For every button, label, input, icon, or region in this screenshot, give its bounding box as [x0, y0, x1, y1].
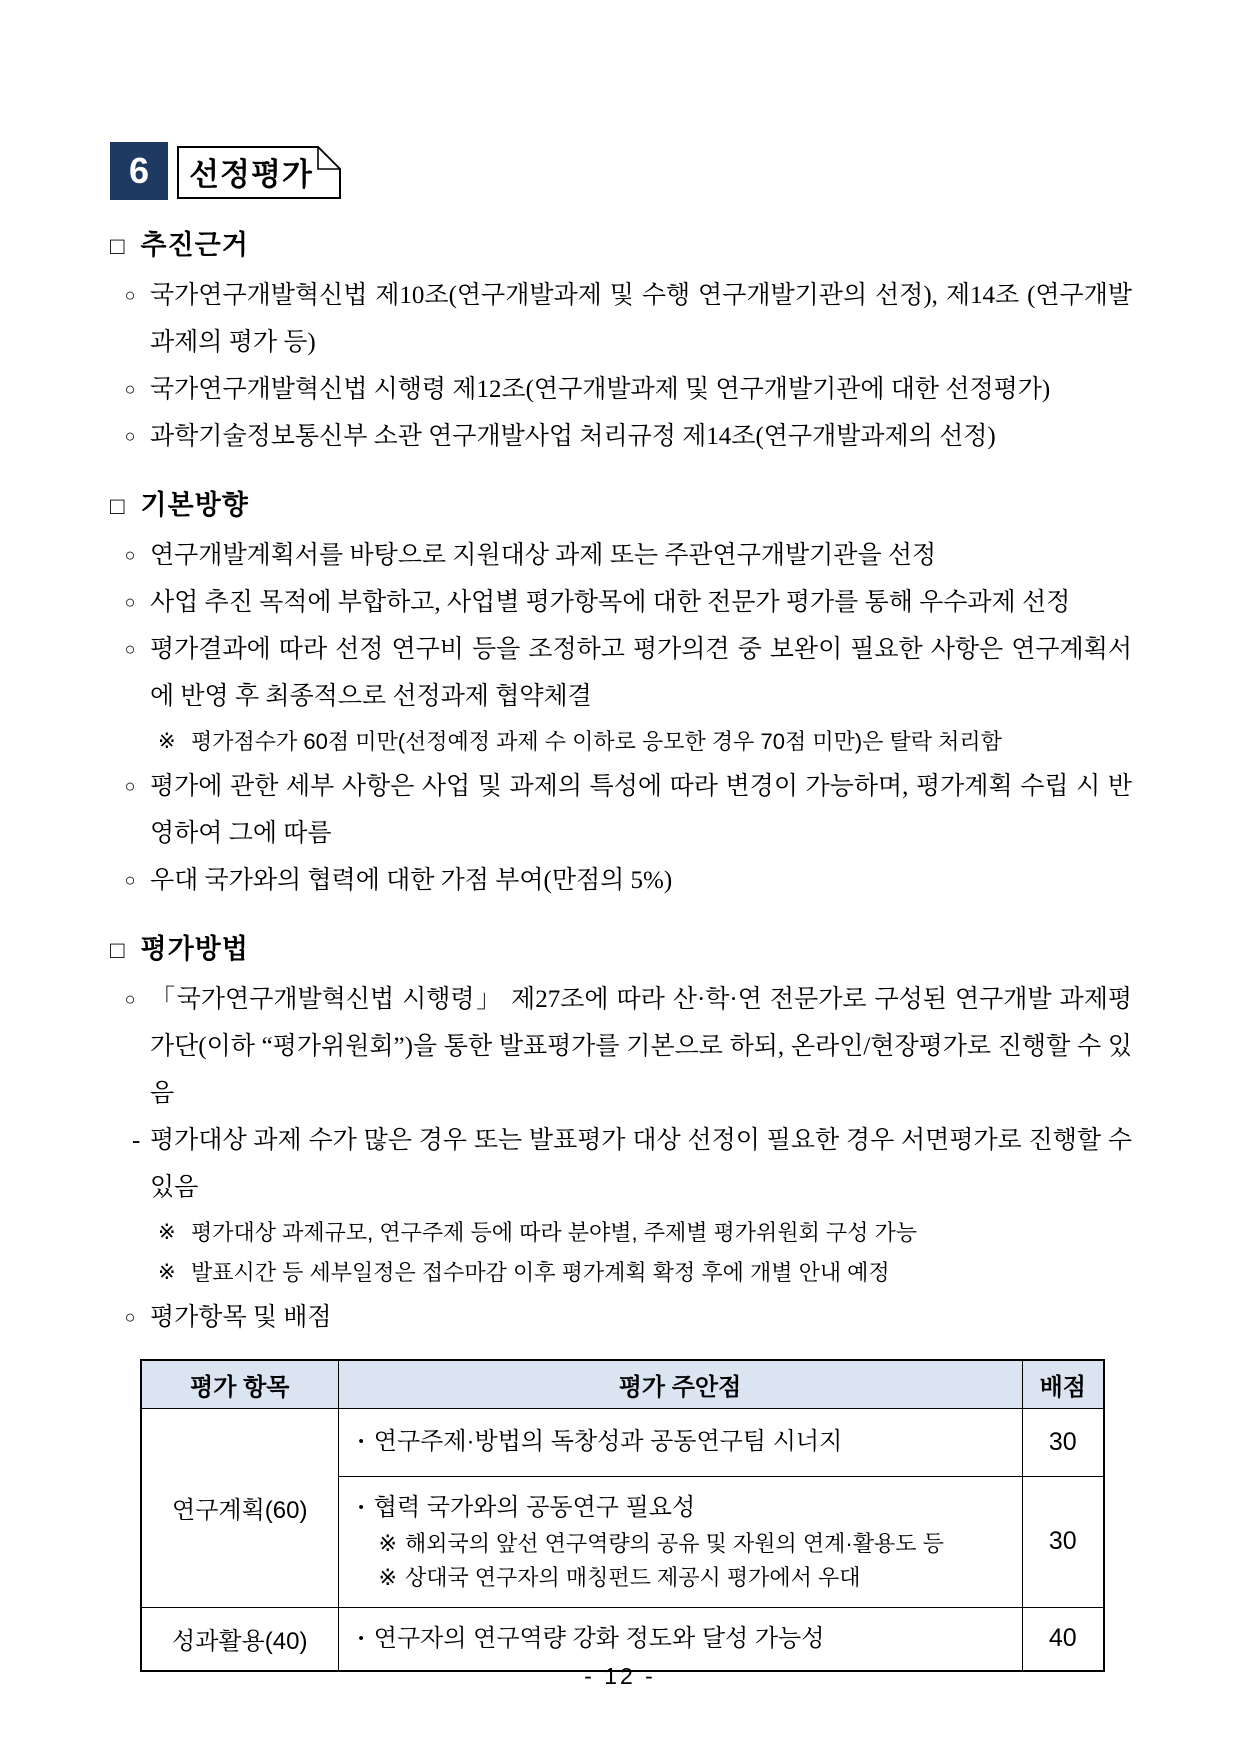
list-item — [110, 976, 1132, 1117]
list-item-text: 평가결과에 따라 선정 연구비 등을 조정하고 평가의견 중 보완이 필요한 사항은 연구계획서에 반영 후 최종적으로 선정과제 협약체결 — [150, 636, 1132, 710]
reference-mark-icon: ※ — [378, 1564, 397, 1590]
circle-bullet-marker: ○ — [124, 989, 136, 1009]
focus-line — [351, 1620, 1010, 1658]
table-cell-focus — [338, 1476, 1022, 1607]
table-header-item: 평가 항목 — [141, 1360, 338, 1408]
page-number: - 12 - — [584, 1663, 656, 1689]
focus-note-text: 해외국의 앞선 연구역량의 공유 및 자원의 연계·활용도 등 — [404, 1530, 944, 1556]
chapter-header — [110, 142, 1132, 200]
table-cell-score: 30 — [1022, 1476, 1104, 1607]
reference-mark-icon: ※ — [158, 1221, 176, 1244]
focus-line — [351, 1423, 1010, 1461]
list-item-text: 국가연구개발혁신법 제10조(연구개발과제 및 수행 연구개발기관의 선정), 제14조 (연구개발과제의 평가 등) — [150, 282, 1132, 356]
list-item-text: 국가연구개발혁신법 시행령 제12조(연구개발과제 및 연구개발기관에 대한 선정평가) — [150, 376, 1051, 403]
section-heading-text: 추진근거 — [140, 230, 249, 260]
list-item — [110, 1294, 1132, 1341]
table-row — [141, 1607, 1104, 1671]
focus-line — [351, 1489, 1010, 1527]
list-item-text: 평가에 관한 세부 사항은 사업 및 과제의 특성에 따라 변경이 가능하며, 평가계획 수립 시 반영하여 그에 따름 — [150, 773, 1132, 847]
focus-note — [351, 1527, 1010, 1561]
section-basis — [110, 220, 1132, 460]
table-header-score: 배점 — [1022, 1360, 1104, 1408]
reference-mark-icon: ※ — [158, 1261, 176, 1284]
table-cell-item: 성과활용(40) — [141, 1607, 338, 1671]
note-text: 평가점수가 60점 미만(선정예정 과제 수 이하로 응모한 경우 70점 미만)은 탈락 처리함 — [191, 729, 1002, 754]
list-item — [110, 857, 1132, 904]
table-header-focus: 평가 주안점 — [338, 1360, 1022, 1408]
list-item-text: 「국가연구개발혁신법 시행령」 제27조에 따라 산·학·연 전문가로 구성된 연구개발 과제평가단(이하 “평가위원회”)을 통한 발표평가를 기본으로 하되, 온라인/현장평가로 진행할 수 있음 — [150, 986, 1132, 1107]
square-marker: □ — [110, 233, 126, 260]
table-cell-score: 40 — [1022, 1607, 1104, 1671]
list-item-text: 평가항목 및 배점 — [150, 1304, 332, 1331]
table-row — [141, 1408, 1104, 1476]
note-item — [110, 1214, 1132, 1251]
note-item — [110, 723, 1132, 760]
chapter-number-badge: 6 — [110, 142, 168, 200]
dot-bullet-marker: • — [358, 1498, 364, 1516]
table-cell-item: 연구계획(60) — [141, 1408, 338, 1607]
dot-bullet-marker: • — [358, 1433, 364, 1450]
square-marker: □ — [110, 493, 126, 520]
list-item-text: 평가대상 과제 수가 많은 경우 또는 발표평가 대상 선정이 필요한 경우 서면평가로 진행할 수 있음 — [150, 1127, 1132, 1201]
circle-bullet-marker: ○ — [124, 776, 136, 796]
list-item — [110, 532, 1132, 579]
section-heading — [110, 480, 1132, 532]
reference-mark-icon: ※ — [378, 1530, 397, 1556]
circle-bullet-marker: ○ — [124, 426, 136, 446]
list-item — [110, 272, 1132, 366]
focus-text: 협력 국가와의 공동연구 필요성 — [373, 1493, 696, 1521]
circle-bullet-marker: ○ — [124, 285, 136, 305]
focus-text: 연구자의 연구역량 강화 정도와 달성 가능성 — [373, 1624, 825, 1652]
chapter-title: 선정평가 — [189, 157, 313, 192]
focus-note-text: 상대국 연구자의 매칭펀드 제공시 평가에서 우대 — [404, 1564, 861, 1590]
circle-bullet-marker: ○ — [124, 1307, 136, 1327]
circle-bullet-marker: ○ — [124, 379, 136, 399]
section-method — [110, 924, 1132, 1672]
section-heading — [110, 924, 1132, 976]
list-item — [110, 626, 1132, 720]
section-heading-text: 기본방향 — [140, 490, 249, 520]
circle-bullet-marker: ○ — [124, 870, 136, 890]
table-cell-focus — [338, 1607, 1022, 1671]
focus-note — [351, 1561, 1010, 1595]
dot-bullet-marker: • — [358, 1629, 364, 1647]
square-marker: □ — [110, 937, 126, 964]
list-item-text: 과학기술정보통신부 소관 연구개발사업 처리규정 제14조(연구개발과제의 선정) — [150, 423, 996, 450]
reference-mark-icon: ※ — [158, 730, 176, 753]
list-item-text: 연구개발계획서를 바탕으로 지원대상 과제 또는 주관연구개발기관을 선정 — [150, 542, 937, 569]
section-heading — [110, 220, 1132, 272]
dash-marker: - — [132, 1127, 141, 1154]
chapter-title-box — [177, 146, 341, 199]
list-item — [110, 366, 1132, 413]
table-header-row — [141, 1360, 1104, 1408]
focus-text: 연구주제·방법의 독창성과 공동연구팀 시너지 — [373, 1428, 843, 1455]
sub-list-item — [110, 1117, 1132, 1211]
circle-bullet-marker: ○ — [124, 592, 136, 612]
list-item — [110, 763, 1132, 857]
note-text: 평가대상 과제규모, 연구주제 등에 따라 분야별, 주제별 평가위원회 구성 가능 — [191, 1220, 918, 1245]
note-text: 발표시간 등 세부일정은 접수마감 이후 평가계획 확정 후에 개별 안내 예정 — [191, 1260, 890, 1285]
circle-bullet-marker: ○ — [124, 639, 136, 659]
note-item — [110, 1254, 1132, 1291]
document-content — [110, 142, 1132, 1672]
list-item — [110, 413, 1132, 460]
section-heading-text: 평가방법 — [140, 934, 249, 964]
section-direction — [110, 480, 1132, 904]
evaluation-table — [140, 1359, 1105, 1672]
circle-bullet-marker: ○ — [124, 545, 136, 565]
list-item — [110, 579, 1132, 626]
table-cell-focus — [338, 1408, 1022, 1476]
list-item-text: 우대 국가와의 협력에 대한 가점 부여(만점의 5%) — [150, 867, 673, 894]
table-cell-score: 30 — [1022, 1408, 1104, 1476]
list-item-text: 사업 추진 목적에 부합하고, 사업별 평가항목에 대한 전문가 평가를 통해 우수과제 선정 — [150, 589, 1071, 616]
